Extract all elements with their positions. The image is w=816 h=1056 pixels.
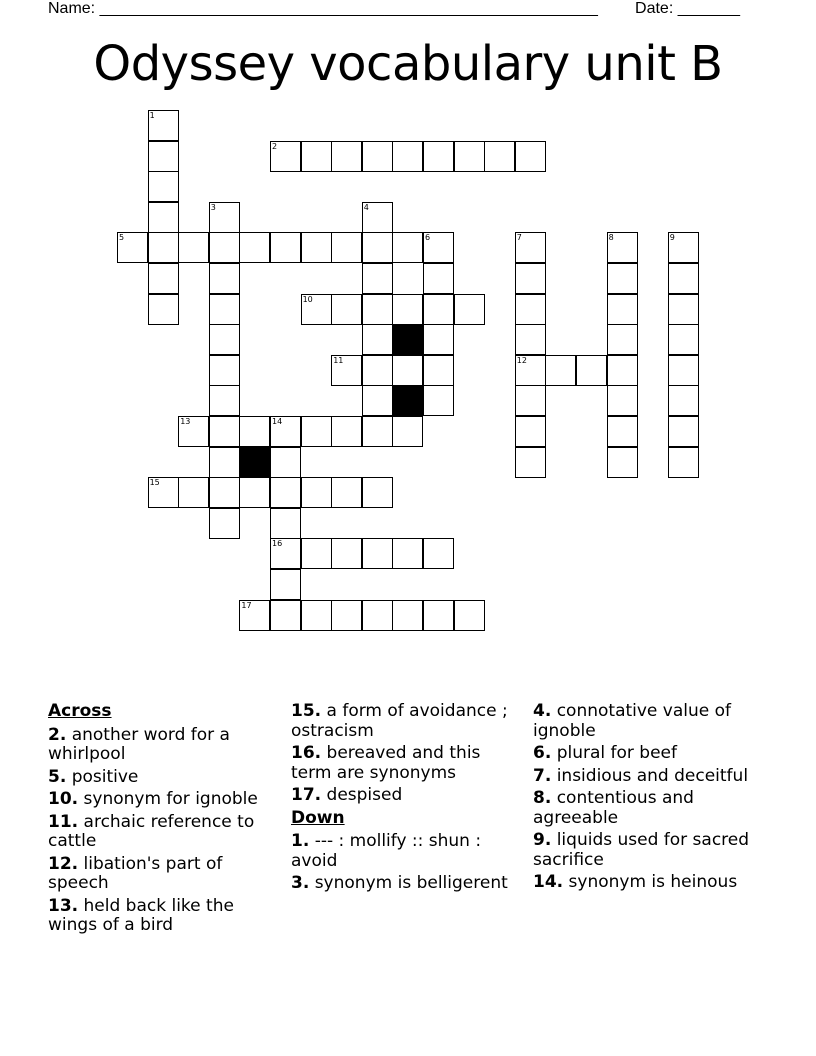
grid-cell[interactable] <box>301 294 332 325</box>
grid-cell[interactable] <box>209 447 240 478</box>
clues-column-1 <box>48 702 280 939</box>
clue-number-label: 3. <box>291 873 310 893</box>
grid-cell[interactable] <box>607 232 638 263</box>
clue-number: 14 <box>272 417 283 426</box>
clue-text: despised <box>326 785 403 805</box>
grid-cell[interactable] <box>270 416 301 447</box>
grid-cell[interactable] <box>362 600 393 631</box>
clue-text: --- : mollify :: shun : avoid <box>291 831 482 871</box>
grid-cell[interactable] <box>362 141 393 172</box>
clue-item <box>291 702 523 741</box>
grid-cell[interactable] <box>607 263 638 294</box>
clue-number: 4 <box>363 202 369 212</box>
grid-cell[interactable] <box>515 355 546 386</box>
grid-cell[interactable] <box>668 232 699 263</box>
clue-text: another word for a whirlpool <box>48 724 230 764</box>
clue-number: 13 <box>180 417 191 426</box>
grid-cell[interactable] <box>148 263 179 294</box>
date-field-label: Date: _______ <box>635 0 740 17</box>
grid-cell[interactable] <box>148 232 179 263</box>
grid-cell[interactable] <box>362 202 393 233</box>
grid-cell[interactable] <box>301 600 332 631</box>
clue-item <box>291 874 523 894</box>
clue-text: libation's part of speech <box>48 853 223 893</box>
grid-cell[interactable] <box>423 538 454 569</box>
grid-cell[interactable] <box>270 508 301 539</box>
grid-cell[interactable] <box>239 416 270 447</box>
clue-number-label: 10. <box>48 789 79 809</box>
clue-item <box>533 702 763 741</box>
grid-cell[interactable] <box>209 324 240 355</box>
grid-cell[interactable] <box>423 355 454 386</box>
clue-number: 3 <box>210 202 216 212</box>
grid-cell[interactable] <box>209 202 240 233</box>
clue-text: synonym is heinous <box>568 872 738 892</box>
clue-item <box>533 873 763 893</box>
clue-number-label: 13. <box>48 895 79 916</box>
grid-cell[interactable] <box>209 232 240 263</box>
grid-cell[interactable] <box>362 263 393 294</box>
grid-cell[interactable] <box>301 232 332 263</box>
clue-number: 1 <box>149 111 155 120</box>
clues-column-3 <box>533 702 763 896</box>
clue-number-label: 14. <box>533 872 564 892</box>
grid-cell[interactable] <box>270 447 301 478</box>
clue-number: 15 <box>149 478 160 488</box>
grid-cell[interactable] <box>331 477 362 508</box>
clue-number: 17 <box>241 600 252 610</box>
grid-cell[interactable] <box>515 232 546 263</box>
grid-cell[interactable] <box>454 294 485 325</box>
grid-cell[interactable] <box>148 141 179 172</box>
grid-cell[interactable] <box>392 294 423 325</box>
grid-cell[interactable] <box>362 538 393 569</box>
grid-block <box>239 447 270 478</box>
grid-cell[interactable] <box>607 355 638 386</box>
clue-number: 11 <box>333 355 344 365</box>
grid-cell[interactable] <box>362 477 393 508</box>
grid-cell[interactable] <box>423 263 454 294</box>
grid-cell[interactable] <box>331 141 362 172</box>
grid-cell[interactable] <box>270 538 301 569</box>
clue-item <box>48 897 280 936</box>
grid-cell[interactable] <box>148 294 179 325</box>
grid-cell[interactable] <box>607 447 638 478</box>
clue-number-label: 2. <box>48 724 67 745</box>
grid-cell[interactable] <box>392 416 423 447</box>
clue-text: contentious and agreeable <box>533 788 694 828</box>
clue-item <box>291 832 523 871</box>
clue-item <box>48 726 280 765</box>
grid-cell[interactable] <box>392 600 423 631</box>
grid-cell[interactable] <box>362 324 393 355</box>
grid-cell[interactable] <box>209 477 240 508</box>
grid-cell[interactable] <box>515 447 546 478</box>
clue-text: bereaved and this term are synonyms <box>291 743 481 783</box>
grid-cell[interactable] <box>178 477 209 508</box>
clue-number-label: 7. <box>533 765 552 786</box>
grid-cell[interactable] <box>331 538 362 569</box>
grid-cell[interactable] <box>607 416 638 447</box>
grid-cell[interactable] <box>515 294 546 325</box>
clue-number: 2 <box>272 141 278 151</box>
grid-cell[interactable] <box>668 447 699 478</box>
grid-cell[interactable] <box>392 538 423 569</box>
grid-cell[interactable] <box>148 477 179 508</box>
grid-cell[interactable] <box>362 294 393 325</box>
grid-cell[interactable] <box>545 355 576 386</box>
clue-number: 6 <box>425 233 431 243</box>
clue-number-label: 16. <box>291 743 322 763</box>
clue-item <box>291 744 523 783</box>
grid-cell[interactable] <box>148 202 179 233</box>
clue-item <box>533 744 763 764</box>
grid-cell[interactable] <box>423 232 454 263</box>
clue-text: a form of avoidance ; ostracism <box>291 701 508 741</box>
clue-item <box>533 767 763 787</box>
grid-cell[interactable] <box>270 569 301 600</box>
clue-text: connotative value of ignoble <box>533 701 732 741</box>
grid-cell[interactable] <box>117 232 148 263</box>
grid-cell[interactable] <box>209 294 240 325</box>
clue-number-label: 9. <box>533 830 552 850</box>
grid-cell[interactable] <box>392 232 423 263</box>
clue-number-label: 8. <box>533 788 552 808</box>
grid-cell[interactable] <box>178 232 209 263</box>
grid-cell[interactable] <box>454 600 485 631</box>
grid-cell[interactable] <box>668 263 699 294</box>
grid-cell[interactable] <box>270 477 301 508</box>
clue-number: 5 <box>119 233 125 243</box>
grid-cell[interactable] <box>423 141 454 172</box>
clue-text: held back like the wings of a bird <box>48 895 234 935</box>
clue-number: 7 <box>516 233 522 243</box>
grid-cell[interactable] <box>362 385 393 416</box>
puzzle-title: Odyssey vocabulary unit B <box>93 36 723 92</box>
grid-cell[interactable] <box>392 141 423 172</box>
grid-block <box>392 324 423 355</box>
grid-cell[interactable] <box>301 538 332 569</box>
grid-cell[interactable] <box>301 141 332 172</box>
grid-cell[interactable] <box>331 416 362 447</box>
grid-cell[interactable] <box>148 171 179 202</box>
down-heading: Down <box>291 807 345 828</box>
clue-number-label: 1. <box>291 831 310 851</box>
clue-item <box>533 789 763 828</box>
name-field-label: Name: ________________________________________________________ <box>48 0 598 17</box>
grid-cell[interactable] <box>239 600 270 631</box>
clue-number-label: 15. <box>291 701 322 721</box>
grid-cell[interactable] <box>209 385 240 416</box>
grid-cell[interactable] <box>668 294 699 325</box>
clue-number-label: 17. <box>291 785 322 805</box>
clue-text: insidious and deceitful <box>556 765 749 786</box>
clue-text: synonym for ignoble <box>83 789 258 809</box>
clue-number: 12 <box>516 355 527 365</box>
clue-item <box>48 768 280 788</box>
grid-cell[interactable] <box>239 477 270 508</box>
grid-cell[interactable] <box>454 141 485 172</box>
grid-cell[interactable] <box>515 324 546 355</box>
grid-cell[interactable] <box>576 355 607 386</box>
grid-cell[interactable] <box>209 416 240 447</box>
grid-cell[interactable] <box>209 263 240 294</box>
grid-cell[interactable] <box>423 294 454 325</box>
grid-cell[interactable] <box>209 355 240 386</box>
clue-number: 8 <box>608 233 614 243</box>
grid-cell[interactable] <box>668 324 699 355</box>
grid-cell[interactable] <box>607 385 638 416</box>
grid-cell[interactable] <box>515 141 546 172</box>
clue-number-label: 12. <box>48 853 79 874</box>
grid-cell[interactable] <box>331 355 362 386</box>
grid-cell[interactable] <box>301 477 332 508</box>
clue-text: archaic reference to cattle <box>48 811 255 851</box>
clue-number: 16 <box>272 539 283 549</box>
grid-cell[interactable] <box>423 385 454 416</box>
grid-cell[interactable] <box>423 600 454 631</box>
clue-number-label: 11. <box>48 811 79 832</box>
grid-cell[interactable] <box>270 232 301 263</box>
grid-cell[interactable] <box>668 385 699 416</box>
grid-cell[interactable] <box>668 355 699 386</box>
grid-cell[interactable] <box>178 416 209 447</box>
grid-cell[interactable] <box>270 141 301 172</box>
grid-cell[interactable] <box>239 232 270 263</box>
clue-number: 10 <box>302 294 313 304</box>
grid-cell[interactable] <box>362 416 393 447</box>
grid-cell[interactable] <box>668 416 699 447</box>
grid-cell[interactable] <box>362 232 393 263</box>
grid-cell[interactable] <box>331 232 362 263</box>
clue-number-label: 5. <box>48 766 67 787</box>
across-heading: Across <box>48 701 112 721</box>
grid-cell[interactable] <box>270 600 301 631</box>
clue-text: synonym is belligerent <box>314 873 508 893</box>
grid-cell[interactable] <box>515 385 546 416</box>
grid-cell[interactable] <box>484 141 515 172</box>
clue-number: 9 <box>669 233 675 243</box>
grid-cell[interactable] <box>423 324 454 355</box>
clues-column-2 <box>291 702 523 897</box>
clue-number-label: 4. <box>533 701 552 721</box>
grid-cell[interactable] <box>148 110 179 141</box>
grid-cell[interactable] <box>607 324 638 355</box>
clue-item <box>533 831 763 870</box>
clue-number-label: 6. <box>533 743 552 763</box>
grid-block <box>392 385 423 416</box>
grid-cell[interactable] <box>362 355 393 386</box>
grid-cell[interactable] <box>392 355 423 386</box>
clue-item <box>48 790 280 810</box>
clue-text: liquids used for sacred sacrifice <box>533 830 750 870</box>
clue-item <box>291 786 523 806</box>
grid-cell[interactable] <box>607 294 638 325</box>
grid-cell[interactable] <box>515 416 546 447</box>
grid-cell[interactable] <box>331 294 362 325</box>
grid-cell[interactable] <box>331 600 362 631</box>
clue-text: positive <box>71 766 139 787</box>
grid-cell[interactable] <box>209 508 240 539</box>
grid-cell[interactable] <box>515 263 546 294</box>
clue-item <box>48 855 280 894</box>
grid-cell[interactable] <box>301 416 332 447</box>
clue-text: plural for beef <box>556 743 677 763</box>
clue-item <box>48 813 280 852</box>
